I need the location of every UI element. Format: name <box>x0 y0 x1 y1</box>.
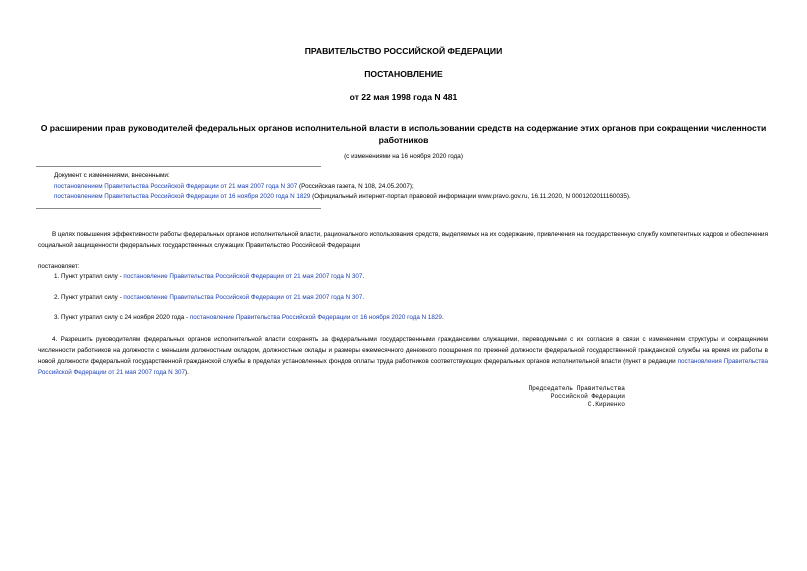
point-3-end: . <box>441 314 444 321</box>
point-3-link[interactable]: постановление Правительства Российской Федерации от 16 ноября 2020 года N 1829 <box>189 314 442 321</box>
signature-organization: Российской Федерации <box>550 393 625 400</box>
document-date-number: от 22 мая 1998 года N 481 <box>349 92 458 102</box>
signature-block <box>528 385 625 409</box>
government-heading: ПРАВИТЕЛЬСТВО РОССИЙСКОЙ ФЕДЕРАЦИИ <box>304 46 503 56</box>
point-1 <box>54 273 364 280</box>
signature-position: Председатель Правительства <box>528 385 625 392</box>
point-4 <box>38 334 768 378</box>
point-1-link[interactable]: постановление Правительства Российской Федерации от 21 мая 2007 года N 307 <box>123 273 363 280</box>
preamble-paragraph <box>38 229 768 251</box>
point-4-text: 4. Разрешить руководителям федеральных органов исполнительной власти сохранять за федеральными государственными гражданскими служащими, переводимыми с их согласия в связи с изменением структуры и сокращением численности работников на должности с меньшим должностным окладом, должностные оклады и размеры ежемесячного денежного поощрения по прежней должности федеральной государственной гражданской службы на время их работы в новой должности федеральной государственной гражданской службы в пределах установленных фондов оплаты труда работников соответствующих федеральных органов исполнительной власти (пункт в редакции <box>38 336 768 365</box>
document-type: ПОСТАНОВЛЕНИЕ <box>364 69 443 79</box>
point-2-text: 2. Пункт утратил силу - <box>54 294 124 301</box>
signature-name: С.Кириенко <box>587 401 625 408</box>
point-2 <box>54 294 364 301</box>
divider-bottom <box>36 208 321 209</box>
changes-item-2 <box>54 193 631 200</box>
point-2-end: . <box>362 294 365 301</box>
divider-top <box>36 166 321 167</box>
preamble-text: В целях повышения эффективности работы федеральных органов исполнительной власти, рационального использования средств, выделяемых на их содержание, привлечения на государственную службу компетентных кадров и обеспечения социальной защищенности федеральных государственных служащих Правительство Российской Федерации <box>38 231 768 249</box>
point-4-link[interactable]: постановления Правительства Российской Федерации от 21 мая 2007 года N 307 <box>38 358 768 376</box>
point-2-link[interactable]: постановление Правительства Российской Федерации от 21 мая 2007 года N 307 <box>123 294 363 301</box>
amendment-link-2007[interactable]: постановлением Правительства Российской Федерации от 21 мая 2007 года N 307 <box>54 183 298 190</box>
point-3 <box>54 314 444 321</box>
amended-note: (с изменениями на 16 ноября 2020 года) <box>344 153 463 160</box>
point-3-text: 3. Пункт утратил силу с 24 ноября 2020 года - <box>54 314 190 321</box>
point-1-end: . <box>362 273 365 280</box>
changes-item-1 <box>54 183 414 190</box>
point-4-end: ). <box>184 369 189 376</box>
amendment-link-2020[interactable]: постановлением Правительства Российской Федерации от 16 ноября 2020 года N 1829 <box>54 193 311 200</box>
document-title: О расширении прав руководителей федеральных органов исполнительной власти в использовании средств на содержание этих органов при сокращении численности работников <box>40 123 767 145</box>
changes-intro: Документ с изменениями, внесенными: <box>54 172 170 179</box>
point-1-text: 1. Пункт утратил силу - <box>54 273 124 280</box>
decides-label: постановляет: <box>38 263 80 270</box>
amendment-source-2007: (Российская газета, N 108, 24.05.2007); <box>297 183 414 190</box>
amendment-source-2020: (Официальный интернет-портал правовой информации www.pravo.gov.ru, 16.11.2020, N 0001202011160035). <box>310 193 631 200</box>
